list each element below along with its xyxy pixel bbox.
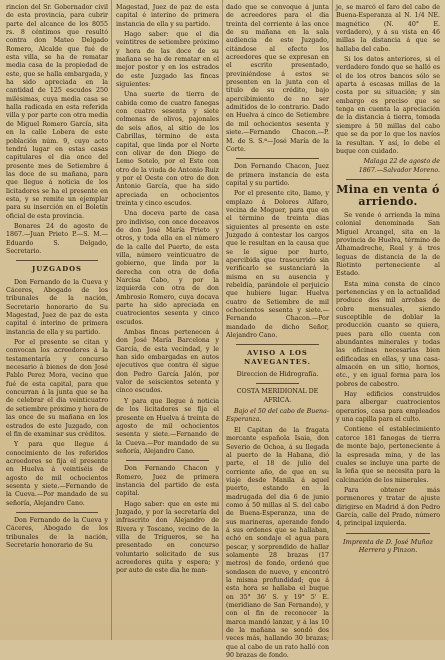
advert-text: Contiene el establecimiento catorce 181 fanegas de tierra de monte bajo, perteneciente á la espresada mina, y de las cuales se incluye una parte de la leña que se necesita para la calcinación de los minerales. xyxy=(336,426,440,484)
divider xyxy=(256,383,299,384)
section-subheading: COSTA MERIDIONAL DE AFRICA. xyxy=(236,388,319,404)
section-heading: JUZGADOS xyxy=(32,265,82,274)
notice-text: Magestad, Juez de paz de esta capital é interino de primera instancia de ella y su partido. xyxy=(116,4,219,28)
advert-text: Para obtener más pormenores y tratar de ajuste dirigirse en Madrid á don Pedro García, calle del Prado, número 4, principal izquierda. xyxy=(336,486,440,528)
advert-text: Hay edificios construidos para albergar cuatrocientos operarios, casa para empleados y una capilla para el culto. xyxy=(336,391,440,424)
section-subheading: Direccion de Hidrografía. xyxy=(236,371,319,379)
judge-intro: Don Fernando Chacon, Juez de primera instancia de esta capital y su partido. xyxy=(226,163,329,187)
advert-text: Se vende ó arrienda la mina colonial denominada San Miguel Arcangel, sita en la provincia de Huelva, término de Alhamadreche, Real y á tres leguas de distancia de la de Riotinto perteneciente al Estado. xyxy=(336,211,440,278)
divider xyxy=(16,512,98,513)
printer-imprint: Imprenta de D. José Muñoz Herrera y Pinzon. xyxy=(343,537,433,554)
column-2 xyxy=(116,4,219,634)
notice-signature: Malaga 22 de agosto de 1867.—Salvador Moreno. xyxy=(358,158,440,174)
notice-text: Hago saber: que en este mi Juzgado, y por la secretaría del infrascrito don Alejandro de Rivera y Toscano, vecino de la villa de Trigueros, se ha presentado en concurso voluntario solicitado de sus acreedores quita y espera; y por auto de este dia he man- xyxy=(116,500,219,575)
notice-text: Y para que llegue á noticia de los licitadores se fija el presente en Huelva á treinta de agosto de mil ochocientos sesenta y siete.—Fernando de la Cueva.—Por mandado de su señoría, Alejandro Cano. xyxy=(116,397,219,455)
divider xyxy=(16,260,98,261)
divider xyxy=(346,533,430,534)
column-rule xyxy=(332,0,333,640)
notice-text: dado que se convoque á junta de acreedores para el dia treinta del corriente á las once de su mañana en la sala audiencia de este Juzgado, citándose al efecto los acreedores que se expresan en el escrito presentado, previniéndose á estos se presenten en la junta con el título de su crédito, bajo apercibimiento de no ser admitidos de lo contrario. Dado en Huelva á cinco de Setiembre de mil ochocientos sesenta y siete.—Fernando Chacon.—P. M. de S. S.ª—José María de la Corte. xyxy=(226,4,329,153)
notice-text: Una suerte de tierra de cabida como de cuatro fanegas con cuatro sesenta y siete colmenas de olivos, pajonales de seis años, al sitio de los Cabrillas, término de esta capital, que linda por el Norte con olivar de don Diego de Lemo Sotelo, por el Este con otro de la viuda de Antonio Ruiz y por el Oeste con otro de don Antonio García, que ha sido apreciada en ochocientos treinta y cinco escudos. xyxy=(116,91,219,207)
divider xyxy=(346,179,430,180)
advert-text: Esta mina consta de cinco pertenencias y en la actualidad produce dos mil arrobas de cobre mensuales, siendo susceptible de doblar la producción cuanto se quiera, pues para ello cuenta con abundantes minerales y todas las oficinas necesarias bien edificadas en ellas, y una casa-almacén en un sitio, hornos, etc., y en igual forma para los pobres de cabestro. xyxy=(336,280,440,388)
column-rule xyxy=(111,0,112,640)
notice-text: Ambas fincas pertenecen á don José María Barcelona y García, de esta vecindad, y le han sido embargadas en autos ejecutivos que contra él sigue don Pedro García Jalón, por valor de seiscientos setenta y cinco escudos. xyxy=(116,329,219,395)
notice-text: Y para que llegue á conocimiento de los referidos acreedores se fija el presente en Huelva á veintiséis de agosto de mil ochocientos sesenta y siete.—Fernando de la Cueva.—Por mandado de su señoría, Alejandro Cano. xyxy=(6,441,108,507)
column-3 xyxy=(226,4,329,660)
advert-title: Mina en venta ó arriendo. xyxy=(336,182,440,208)
section-heading: AVISO A LOS NAVEGANTES. xyxy=(243,349,311,366)
column-rule xyxy=(222,0,223,640)
column-4 xyxy=(336,4,440,634)
notice-location: Bajo el 50 del cabo de Buena-Esperanza. xyxy=(226,408,329,424)
notice-text: rincion del Sr. Gobernador civil de esta provincia, para cubrir parte del alcance de los 8055 rs. 8 céntimos que resultó contra don Mateo Delgado Romero, Alcalde que fué de esta villa, se ha de rematar media casa de la propiedad de este, que se halla embargada, y ha sido apreciada en la cantidad de 125 escudos 250 milésimas, cuya media casa se halla radicada en esta referida villa y por parte con otra media de Miguel Romero García, sita en la calle Lobera de este población núm. 9, cuyo acto tendrá lugar en estas casas capitulares el dia once del presente mes de Setiembre á las doce de su mañana, para que llegue á noticia de los licitadores se ha el presente en esta, y se remite un ejemplar para su inserción en el Boletín oficial de esta provincia. xyxy=(6,4,108,220)
notice-text: Por el presente cito, llamo, y emplazo á Dolores Alfaro, vecina de Moguer, para que en el término de treinta dias siguientes al presente en este Juzgado á contestar los cargos que le resultan en la causa que se le sigue por hurto, apercibida que trascurrido sin verificarlo se sustanciará la misma en su ausencia y rebeldía, parándole el perjuicio que hubiere lugar. Huelva cuatro de Setiembre de mil ochocientos sesenta y siete.—Fernando Chacon.—Por mandado de dicho Señor, Alejandro Cano. xyxy=(226,190,329,340)
notice-text: Si los datos anteriores, si el verdadero fondo que se halló es el de los otros bancos sólo se aparta á escasas millas de la costa por su situación; y sin embargo es preciso que se tenga en cuenta la apreciación de la distancia á tierra, tomada siempre á 50 millas del cabo que se da por lo que los navíos la resultan. Y así, lo debe el buque con cuidado. xyxy=(336,56,440,155)
divider xyxy=(126,460,209,461)
judge-intro: Don Fernando de la Cueva y Cáceres, Abogado de los tribunales de la nación, Secretario honorario de Su Magestad, Juez de paz de esta capital é interino de primera instancia de ella y su partido. xyxy=(6,278,108,336)
divider xyxy=(236,158,319,159)
column-1 xyxy=(6,4,108,634)
notice-text: El Capitan de la fragata mercante española Isaia, don Severio de Ochoa, á su llegada al puerto de la Habana, dió parte, el 18 de julio del corriente año, de que en su viaje desde Manila á aquel puerto, estando en la madrugada del dia 6 de junio como á 50 millas al S. del cabo de Buena-Esperanza, una de sus marineras, aperando fondo á sus ordenes que se hallaban, echó en sondaje el agua para pescar, y sorprendido de hallar solamente 28 brazas (17 metros) de fondo, ordenó que sondasen de nuevo, y encontró la misma profundidad; que á esta hora se hallaba el buque en 35° 36' S. y 19° 5' E. (meridiano de San Fernando), y con el fin de reconocer la marca mandó lanzar, y á las 10 de la mañana se sondó dos veces más, hallando 30 brazas; que al cabo de un rato halló con 90 brazas de fondo. xyxy=(226,426,329,660)
judge-intro: Don Fernando Chacon y Romero, Juez de primera instancia del partido de esta capital. xyxy=(116,465,219,498)
notice-text: Una doceva parte de casa pro indiviso, con once doceavos de don José María Prieto y otros, y toda ella en el número de la calle del Puerto, de esta villa, número veinticuatro de gobierno, que linda por la derecha con otra de doña Narcisa Cabo, y por la izquierda con otra de don Ambrosio Romero, cuya docava parte ha sido apreciada en cuatrocientos sesenta y cinco escudos. xyxy=(116,210,219,326)
divider xyxy=(236,344,319,345)
judge-intro: Don Fernando de la Cueva y Cáceres, Abogado de los tribunales de la nación, Secretario honorario de Su xyxy=(6,516,108,549)
notice-signature: Bonares 24 de agosto de 1867.—Juan Prieto P.—S. M.—Eduardo S. Delgado, Secretario. xyxy=(6,222,108,255)
notice-text: je, se marcó el faro del cabo de Buena-Esperanza al N. 1/4 NE. magnético (N. 40° E. verdadero), y á su vista en 46 millas la distancia á que se hallaba del cabo. xyxy=(336,4,440,53)
notice-text: Hago saber: que el dia veintitres de setiembre próximo y hora de las doce de su mañana se ha de rematar en el mejor postor y en los estrados de este Juzgado las fincas siguientes: xyxy=(116,31,219,89)
notice-text: Por el presente se citan y convocan los acreedores á la testamentaría y concurso necesario á bienes de don José Pablo Perez Mora, vecino que fué de esta capital, para que concurran á la junta que se ha de celebrar el dia veinticuatro de setiembre próximo y hora de las once de su mañana en los estrados de este Juzgado, con el fin de examinar sus créditos. xyxy=(6,339,108,438)
